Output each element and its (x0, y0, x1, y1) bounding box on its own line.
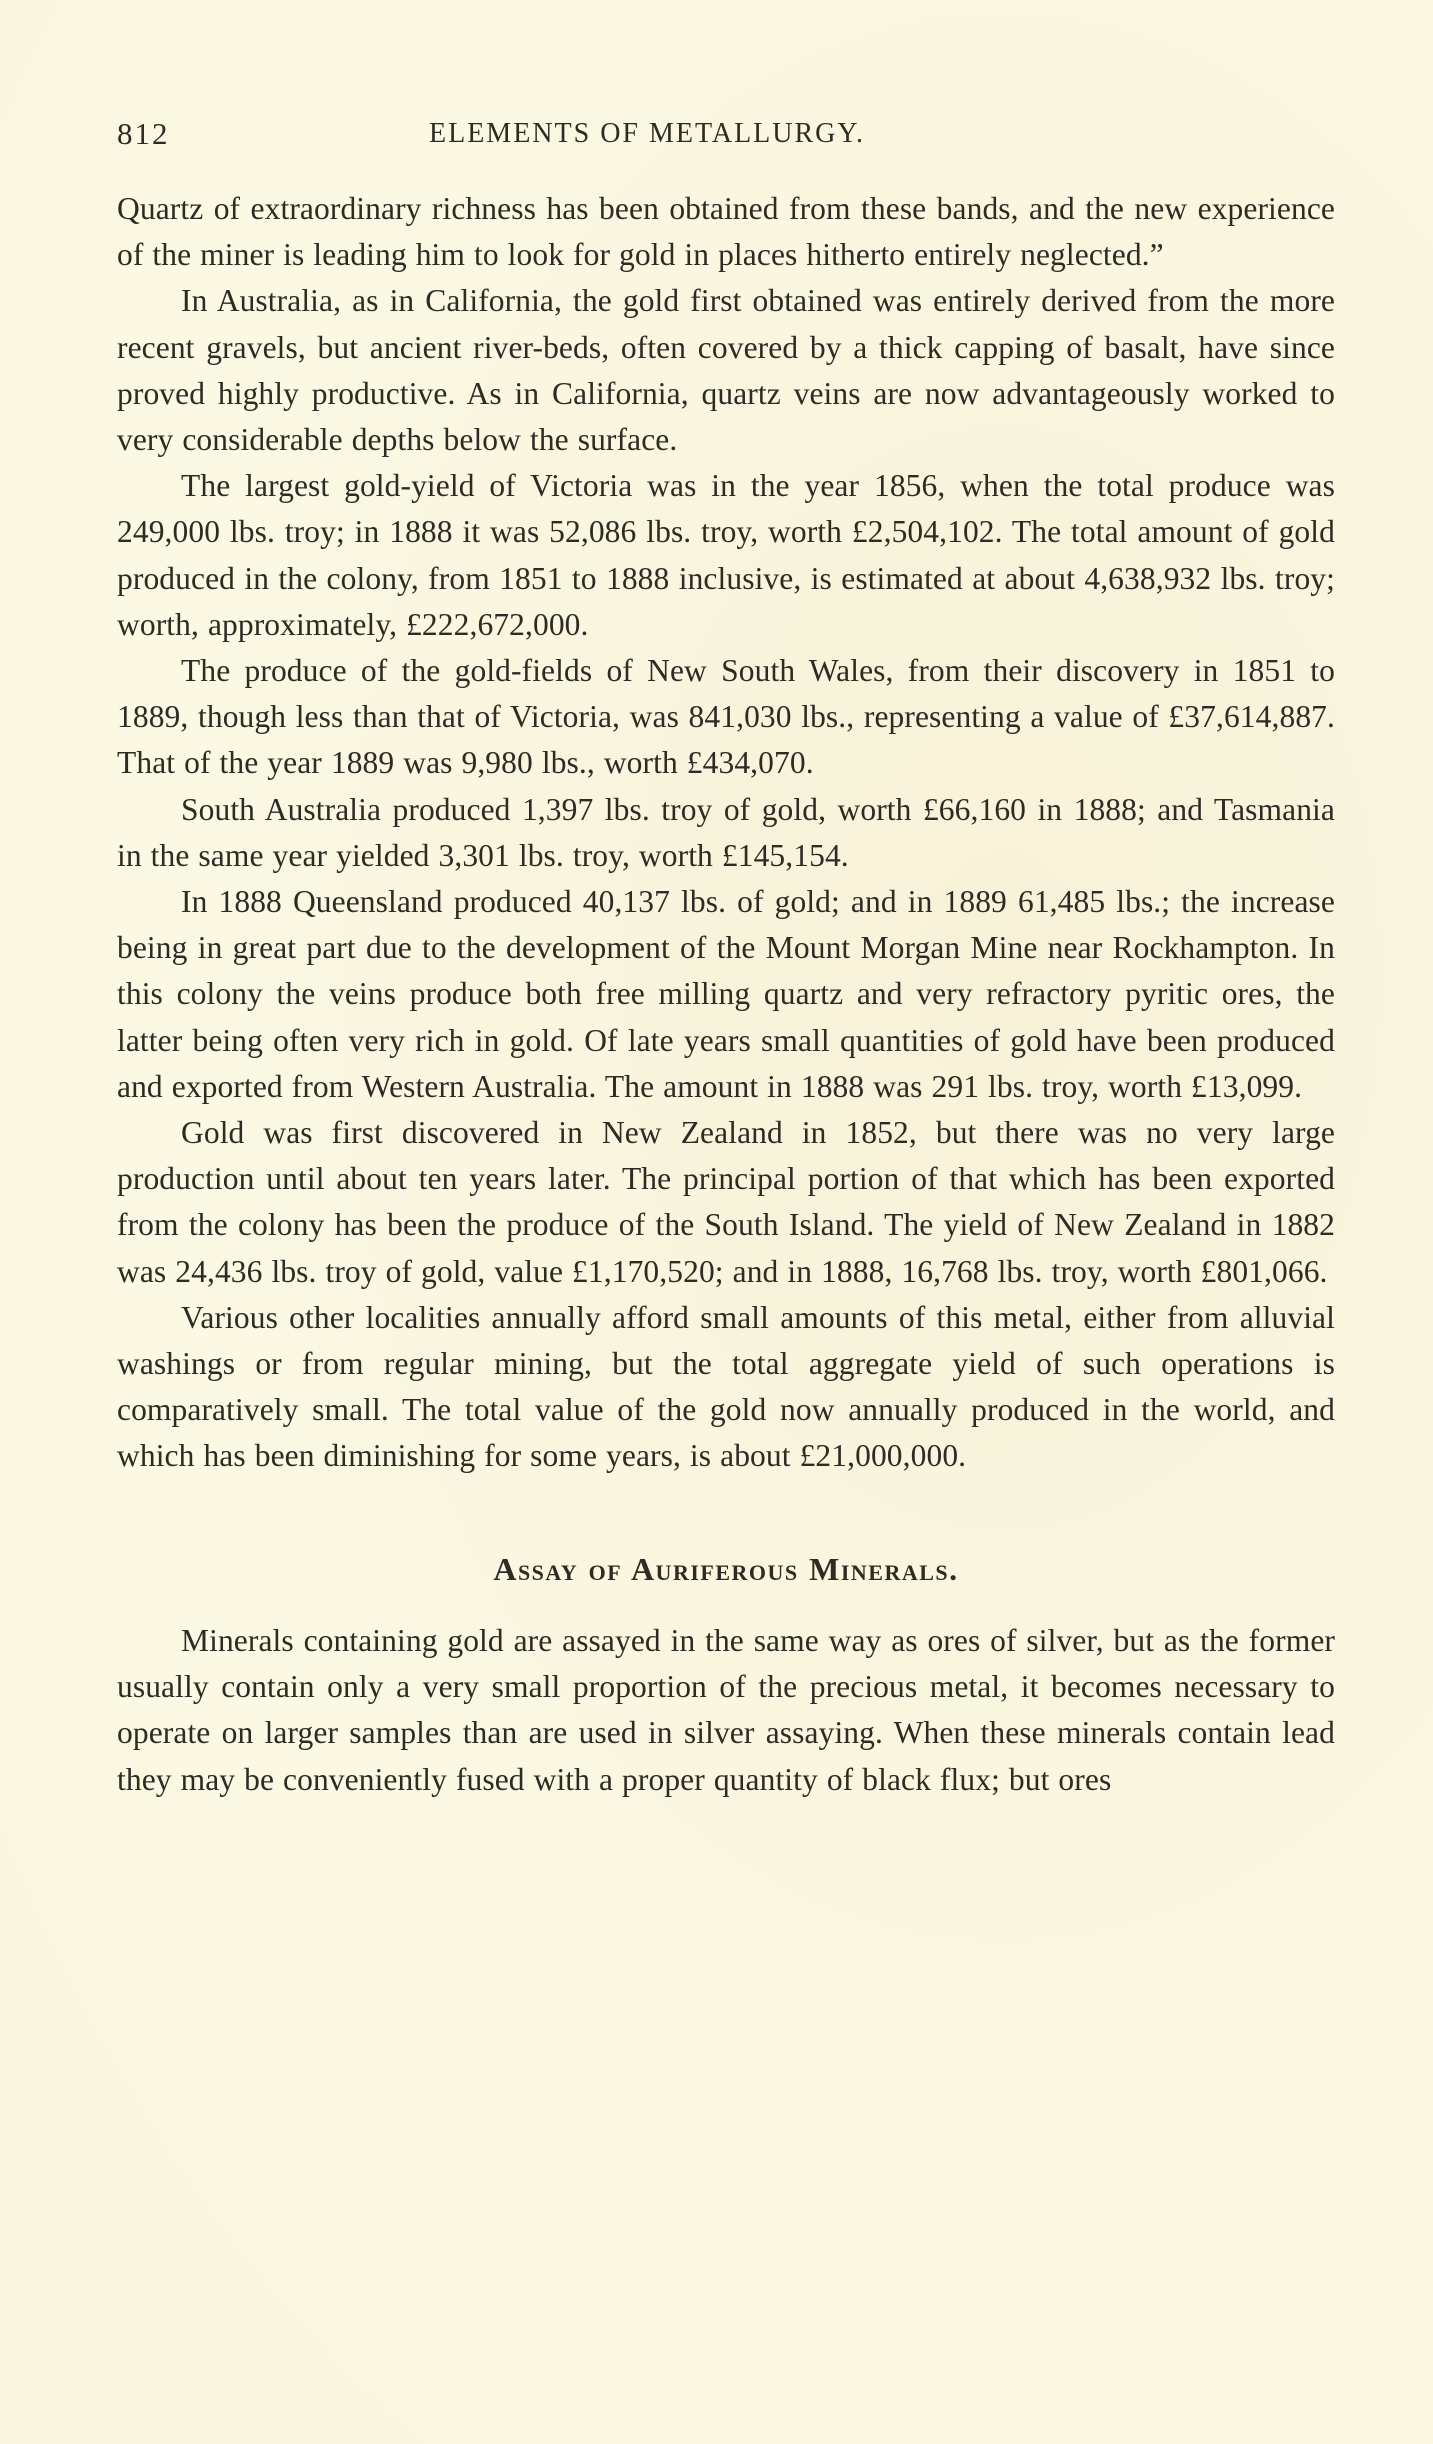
running-title: ELEMENTS OF METALLURGY. (429, 118, 866, 149)
paragraph-south-australia-tasmania: South Australia produced 1,397 lbs. troy of gold, worth £66,160 in 1888; and Tasmania in the same year yielded 3,301 lbs. troy, worth £145,154. (117, 791, 1335, 873)
book-page (117, 108, 1335, 1803)
paragraph-quartz-continuation: Quartz of extraordinary richness has been obtained from these bands, and the new experience of the miner is leading him to look for gold in places hitherto entirely neglected.” (117, 191, 1335, 273)
page-number: 812 (117, 116, 170, 151)
paragraph-queensland: In 1888 Queensland produced 40,137 lbs. of gold; and in 1889 61,485 lbs.; the increase being in great part due to the development of the Mount Morgan Mine near Rockhampton. In this colony the veins produce both free milling quartz and very refractory pyritic ores, the latter being often very rich in gold. Of late years small quantities of gold have been produced and exported from Western Australia. The amount in 1888 was 291 lbs. troy, worth £13,099. (117, 884, 1335, 1104)
body-text (117, 186, 1335, 1803)
paragraph-australia: In Australia, as in California, the gold first obtained was entirely derived from the more recent gravels, but ancient river-beds, often covered by a thick capping of basalt, have since proved highly productive. As in California, quartz veins are now advantageously worked to very considerable depths below the surface. (117, 283, 1335, 458)
running-head (117, 108, 1335, 164)
section-heading: Assay of Auriferous Minerals. (493, 1550, 959, 1587)
paragraph-new-south-wales: The produce of the gold-fields of New South Wales, from their discovery in 1851 to 1889, though less than that of Victoria, was 841,030 lbs., representing a value of £37,614,887. That of the year 1889 was 9,980 lbs., worth £434,070. (117, 653, 1335, 781)
paragraph-new-zealand: Gold was first discovered in New Zealand in 1852, but there was no very large production until about ten years later. The principal portion of that which has been exported from the colony has been the produce of the South Island. The yield of New Zealand in 1882 was 24,436 lbs. troy of gold, value £1,170,520; and in 1888, 16,768 lbs. troy, worth £801,066. (117, 1115, 1335, 1289)
paragraph-victoria: The largest gold-yield of Victoria was in the year 1856, when the total produce was 249,000 lbs. troy; in 1888 it was 52,086 lbs. troy, worth £2,504,102. The total amount of gold produced in the colony, from 1851 to 1888 inclusive, is estimated at about 4,638,932 lbs. troy; worth, approximately, £222,672,000. (117, 468, 1335, 642)
paragraph-assay-minerals: Minerals containing gold are assayed in the same way as ores of silver, but as the former usually contain only a very small proportion of the precious metal, it becomes necessary to operate on larger samples than are used in silver assaying. When these minerals contain lead they may be conveniently fused with a proper quantity of black flux; but ores (117, 1622, 1335, 1797)
paragraph-other-localities: Various other localities annually afford small amounts of this metal, either from alluvial washings or from regular mining, but the total aggregate yield of such operations is comparatively small. The total value of the gold now annually produced in the world, and which has been diminishing for some years, is about £21,000,000. (117, 1299, 1335, 1474)
